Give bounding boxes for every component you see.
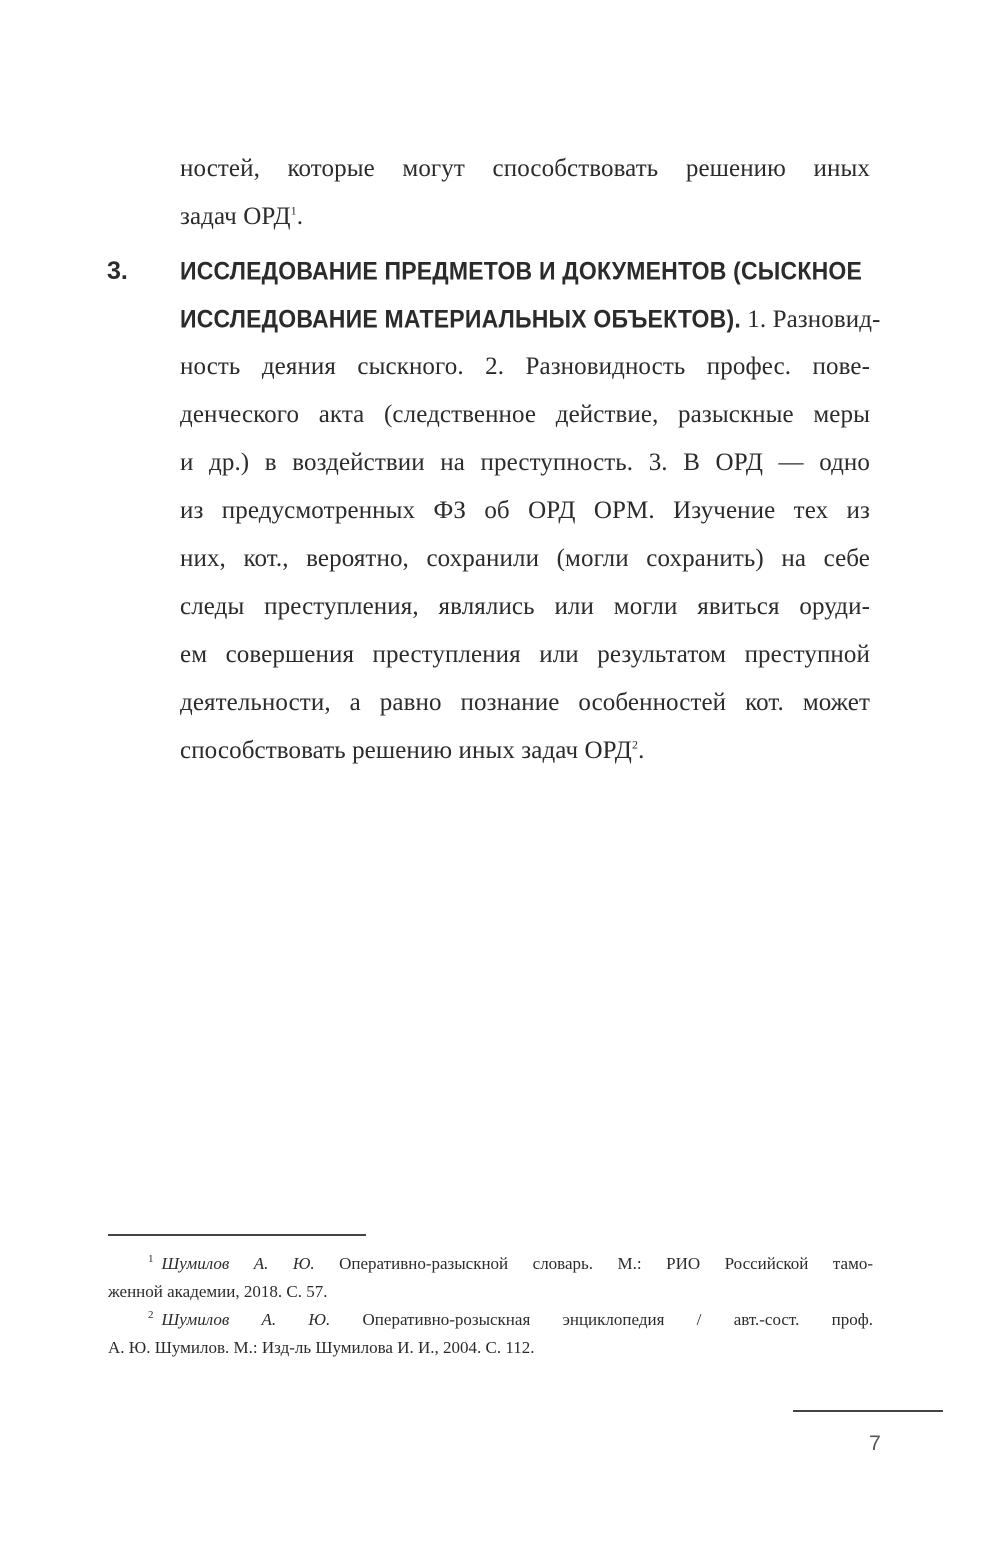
footnote-1: $^1$ Шумилов А. Ю. Оперативно-разыскной словарь. М.: РИО Российской тамо- [148, 1253, 873, 1273]
text-line: ем совершения преступления или результатом преступной [180, 641, 870, 668]
text-line: из предусмотренных ФЗ об ОРД ОРМ. Изучение тех из [180, 497, 870, 524]
entry-heading-line: ИССЛЕДОВАНИЕ МАТЕРИАЛЬНЫХ ОБЪЕКТОВ). 1. Разновид- [180, 295, 870, 343]
text-line: деятельности, а равно познание особенностей кот. может [180, 689, 870, 716]
page-number: 7 [869, 1432, 881, 1455]
page-number-rule [793, 1410, 943, 1412]
footnote-divider [108, 1234, 366, 1236]
entry-heading: ИССЛЕДОВАНИЕ МАТЕРИАЛЬНЫХ ОБЪЕКТОВ). [180, 304, 741, 334]
footnote-author: Шумилов А. Ю. [161, 1254, 315, 1273]
entry-heading: ИССЛЕДОВАНИЕ ПРЕДМЕТОВ И ДОКУМЕНТОВ (СЫСКНОЕ [180, 256, 863, 286]
footnotes [108, 1250, 873, 1362]
footnote-2: $^2$ Шумилов А. Ю. Оперативно-розыскная энциклопедия / авт.-сост. проф. [148, 1309, 873, 1329]
footnote-author: Шумилов А. Ю. [161, 1310, 331, 1329]
footnote-ref-2[interactable]: 2 [631, 737, 639, 752]
footnote-ref-1[interactable]: 1 [290, 203, 297, 218]
text-line: ность деяния сыскного. 2. Разновидность профес. пове- [180, 353, 870, 380]
text-line: способствовать решению иных задач ОРД$^2$. [180, 737, 645, 764]
text-line: и др.) в воздействии на преступность. 3. В ОРД — одно [180, 449, 870, 476]
continuation-text [180, 145, 870, 241]
footnote-1-line2: женной академии, 2018. С. 57. [108, 1282, 328, 1301]
entry-text [180, 247, 881, 775]
footnote-2-line2: А. Ю. Шумилов. М.: Изд-ль Шумилова И. И., 2004. С. 112. [108, 1338, 535, 1357]
footnote-mark: 2 [148, 1309, 154, 1322]
entry-number: 3. [107, 257, 128, 285]
text-line: них, кот., вероятно, сохранили (могли сохранить) на себе [180, 545, 870, 572]
entry-heading-line [180, 247, 870, 295]
text-line: ностей, которые могут способствовать решению иных [180, 155, 870, 182]
text-line: задач ОРД$^1$. [180, 203, 304, 230]
text-line: денческого акта (следственное действие, разыскные меры [180, 401, 870, 428]
footnote-mark: 1 [148, 1253, 154, 1266]
text-line: следы преступления, являлись или могли явиться оруди- [180, 593, 870, 620]
